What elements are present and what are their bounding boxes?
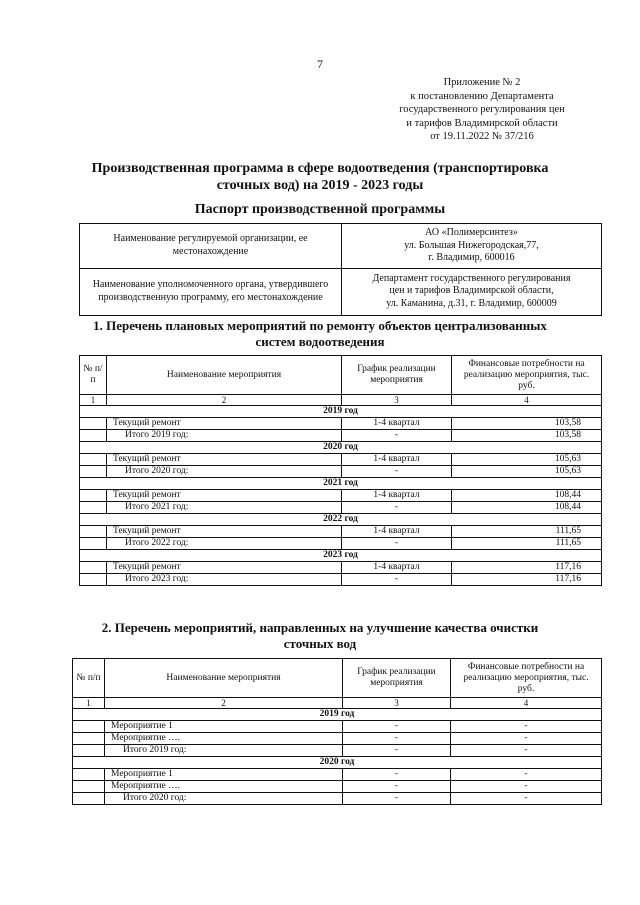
table-header-row bbox=[73, 659, 602, 698]
col-header-num: № п/п bbox=[80, 356, 107, 395]
value-line: Департамент государственного регулирования bbox=[372, 272, 571, 284]
table-row bbox=[80, 526, 602, 538]
total-period: - bbox=[342, 466, 452, 478]
item-amount: 105,63 bbox=[452, 454, 602, 466]
item-name: Мероприятие …. bbox=[105, 781, 343, 793]
passport-label: Наименование уполномоченного органа, утвердившего производственную программу, его местонахождение bbox=[80, 268, 342, 315]
passport-value bbox=[342, 268, 602, 315]
year-row bbox=[80, 478, 602, 490]
total-row bbox=[80, 502, 602, 514]
col-header-schedule: График реализации мероприятия bbox=[342, 356, 452, 395]
total-row bbox=[73, 793, 602, 805]
table-row bbox=[80, 418, 602, 430]
col-header-schedule: График реализации мероприятия bbox=[343, 659, 451, 698]
item-name: Мероприятие 1 bbox=[105, 721, 343, 733]
year-label: 2022 год bbox=[80, 514, 602, 526]
col-header-finance: Финансовые потребности на реализацию мероприятия, тыс. руб. bbox=[452, 356, 602, 395]
column-numbers-row bbox=[80, 395, 602, 406]
table-row bbox=[73, 721, 602, 733]
total-amount: 108,44 bbox=[452, 502, 602, 514]
total-period: - bbox=[342, 502, 452, 514]
passport-table bbox=[79, 223, 602, 316]
item-amount: - bbox=[451, 769, 602, 781]
item-period: 1-4 квартал bbox=[342, 418, 452, 430]
item-period: - bbox=[343, 793, 451, 805]
item-period: - bbox=[343, 781, 451, 793]
year-row bbox=[80, 406, 602, 418]
col-number: 3 bbox=[342, 395, 452, 406]
item-amount: 108,44 bbox=[452, 490, 602, 502]
quality-table bbox=[72, 658, 602, 805]
section-title-line: 2. Перечень мероприятий, направленных на улучшение качества очистки bbox=[101, 620, 539, 635]
col-number: 1 bbox=[80, 395, 107, 406]
year-label: 2021 год bbox=[80, 478, 602, 490]
value-line: цен и тарифов Владимирской области, bbox=[389, 285, 554, 297]
table-row bbox=[80, 562, 602, 574]
row-num-cell bbox=[80, 430, 107, 442]
column-numbers-row bbox=[73, 698, 602, 709]
item-name: Мероприятие 1 bbox=[105, 769, 343, 781]
row-num-cell bbox=[80, 526, 107, 538]
total-row bbox=[73, 745, 602, 757]
row-num-cell bbox=[73, 733, 105, 745]
item-period: 1-4 квартал bbox=[342, 526, 452, 538]
item-period: - bbox=[343, 721, 451, 733]
col-number: 4 bbox=[451, 698, 602, 709]
title-line: Производственная программа в сфере водоотведения (транспортировка bbox=[91, 161, 549, 176]
item-amount: 103,58 bbox=[452, 418, 602, 430]
item-period: 1-4 квартал bbox=[342, 490, 452, 502]
appendix-line: государственного регулирования цен bbox=[399, 104, 565, 115]
value-line: АО «Полимерсинтез» bbox=[425, 227, 518, 238]
document-title bbox=[0, 160, 640, 194]
row-num-cell bbox=[73, 793, 105, 805]
item-amount: - bbox=[451, 793, 602, 805]
appendix-line: и тарифов Владимирской области bbox=[406, 117, 558, 129]
appendix-line: от 19.11.2022 № 37/216 bbox=[430, 131, 534, 142]
passport-heading: Паспорт производственной программы bbox=[194, 202, 446, 217]
row-num-cell bbox=[73, 769, 105, 781]
item-amount: - bbox=[451, 733, 602, 745]
item-amount: 111,65 bbox=[452, 526, 602, 538]
col-header-finance: Финансовые потребности на реализацию мероприятия, тыс. руб. bbox=[451, 659, 602, 698]
repair-table bbox=[79, 355, 602, 586]
year-row bbox=[80, 550, 602, 562]
item-name: Текущий ремонт bbox=[107, 490, 342, 502]
item-period: 1-4 квартал bbox=[342, 454, 452, 466]
item-period: - bbox=[343, 745, 451, 757]
section-title-line: систем водоотведения bbox=[255, 334, 385, 349]
item-name: Текущий ремонт bbox=[107, 454, 342, 466]
title-line: сточных вод) на 2019 - 2023 годы bbox=[216, 178, 424, 193]
item-period: - bbox=[343, 733, 451, 745]
year-label: 2019 год bbox=[73, 709, 602, 721]
total-row bbox=[80, 538, 602, 550]
passport-row bbox=[80, 268, 602, 315]
table-row bbox=[80, 490, 602, 502]
passport-value bbox=[342, 224, 602, 269]
row-num-cell bbox=[80, 574, 107, 586]
total-amount: 105,63 bbox=[452, 466, 602, 478]
value-line: г. Владимир, 600016 bbox=[428, 252, 515, 263]
year-label: 2019 год bbox=[80, 406, 602, 418]
col-number: 3 bbox=[343, 698, 451, 709]
section-title-line: 1. Перечень плановых мероприятий по ремонту объектов централизованных bbox=[93, 318, 547, 333]
item-amount: - bbox=[451, 745, 602, 757]
col-number: 1 bbox=[73, 698, 105, 709]
section-title-line: сточных вод bbox=[283, 636, 357, 651]
total-row bbox=[80, 466, 602, 478]
item-period: - bbox=[343, 769, 451, 781]
section2-title bbox=[0, 620, 640, 652]
total-label: Итого 2020 год: bbox=[105, 793, 343, 805]
row-num-cell bbox=[80, 454, 107, 466]
row-num-cell bbox=[80, 562, 107, 574]
total-period: - bbox=[342, 430, 452, 442]
passport-label: Наименование регулируемой организации, ее местонахождение bbox=[80, 224, 342, 269]
col-number: 4 bbox=[452, 395, 602, 406]
row-num-cell bbox=[80, 538, 107, 550]
value-line: ул. Каманина, д.31, г. Владимир, 600009 bbox=[386, 297, 557, 309]
row-num-cell bbox=[80, 466, 107, 478]
row-num-cell bbox=[73, 745, 105, 757]
col-number: 2 bbox=[107, 395, 342, 406]
item-period: 1-4 квартал bbox=[342, 562, 452, 574]
year-row bbox=[80, 514, 602, 526]
item-amount: - bbox=[451, 721, 602, 733]
item-name: Мероприятие …. bbox=[105, 733, 343, 745]
col-header-name: Наименование мероприятия bbox=[107, 356, 342, 395]
table-header-row bbox=[80, 356, 602, 395]
total-amount: 111,65 bbox=[452, 538, 602, 550]
year-row bbox=[73, 709, 602, 721]
col-header-num: № п/п bbox=[73, 659, 105, 698]
total-amount: 117,16 bbox=[452, 574, 602, 586]
item-name: Текущий ремонт bbox=[107, 562, 342, 574]
item-amount: 117,16 bbox=[452, 562, 602, 574]
table-row bbox=[80, 454, 602, 466]
table-row bbox=[73, 769, 602, 781]
year-label: 2020 год bbox=[73, 757, 602, 769]
total-row bbox=[80, 430, 602, 442]
total-period: - bbox=[342, 574, 452, 586]
total-label: Итого 2019 год: bbox=[107, 430, 342, 442]
row-num-cell bbox=[80, 502, 107, 514]
value-line: ул. Большая Нижегородская,77, bbox=[404, 239, 539, 251]
year-label: 2023 год bbox=[80, 550, 602, 562]
passport-row bbox=[80, 224, 602, 269]
row-num-cell bbox=[73, 781, 105, 793]
page-number: 7 bbox=[317, 57, 323, 71]
total-period: - bbox=[342, 538, 452, 550]
row-num-cell bbox=[80, 490, 107, 502]
row-num-cell bbox=[80, 418, 107, 430]
col-header-name: Наименование мероприятия bbox=[105, 659, 343, 698]
appendix-line: к постановлению Департамента bbox=[410, 90, 554, 102]
total-label: Итого 2021 год: bbox=[107, 502, 342, 514]
appendix-line: Приложение № 2 bbox=[443, 77, 521, 88]
table-row bbox=[73, 781, 602, 793]
total-label: Итого 2022 год: bbox=[107, 538, 342, 550]
section1-title bbox=[0, 318, 640, 350]
row-num-cell bbox=[73, 721, 105, 733]
item-amount: - bbox=[451, 781, 602, 793]
total-row bbox=[80, 574, 602, 586]
col-number: 2 bbox=[105, 698, 343, 709]
total-label: Итого 2023 год: bbox=[107, 574, 342, 586]
year-label: 2020 год bbox=[80, 442, 602, 454]
appendix-block bbox=[382, 76, 582, 144]
year-row bbox=[73, 757, 602, 769]
year-row bbox=[80, 442, 602, 454]
item-name: Текущий ремонт bbox=[107, 418, 342, 430]
total-label: Итого 2020 год: bbox=[107, 466, 342, 478]
total-label: Итого 2019 год: bbox=[105, 745, 343, 757]
item-name: Текущий ремонт bbox=[107, 526, 342, 538]
table-row bbox=[73, 733, 602, 745]
total-amount: 103,58 bbox=[452, 430, 602, 442]
